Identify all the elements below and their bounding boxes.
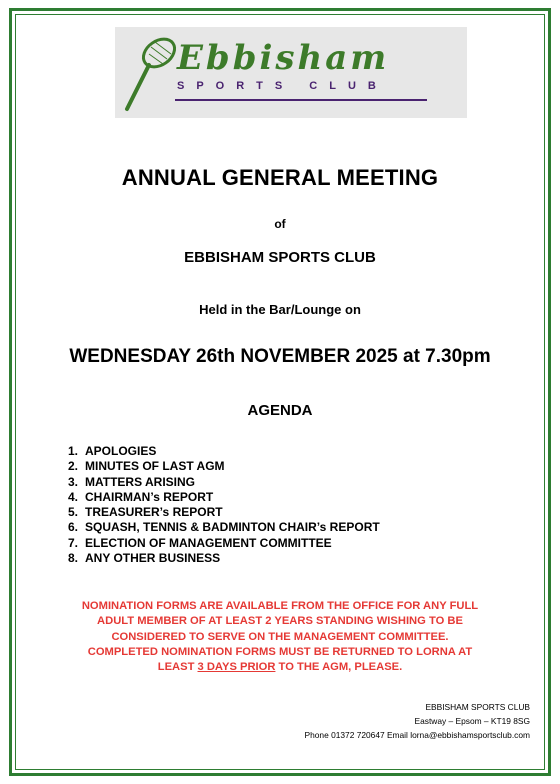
agenda-item-text: SQUASH, TENNIS & BADMINTON CHAIR’s REPORT [85, 520, 380, 535]
agenda-item-number: 8. [68, 551, 79, 566]
notice-text: TO THE AGM, PLEASE. [275, 661, 403, 674]
agenda-item-text: APOLOGIES [85, 444, 157, 458]
notice-line: ADULT MEMBER OF AT LEAST 2 YEARS STANDING WISHING TO BE [97, 615, 463, 628]
logo-graphic [115, 27, 467, 118]
footer-contact [305, 700, 530, 742]
agenda-item-number: 4. [68, 489, 79, 504]
agenda-item [68, 490, 380, 505]
footer-name: EBBISHAM SPORTS CLUB [425, 702, 530, 712]
club-name: EBBISHAM SPORTS CLUB [184, 249, 376, 266]
agenda-item-text: CHAIRMAN’s REPORT [85, 489, 214, 504]
agenda-item [68, 444, 380, 459]
footer-address: Eastway – Epsom – KT19 8SG [414, 716, 530, 726]
notice-line: NOMINATION FORMS ARE AVAILABLE FROM THE OFFICE FOR ANY FULL [81, 600, 479, 612]
notice-deadline: 3 DAYS PRIOR [197, 661, 276, 674]
agenda-item [68, 520, 380, 535]
agenda-list [68, 444, 380, 566]
club-logo [115, 27, 467, 118]
agenda-item-text: MINUTES OF LAST AGM [85, 459, 225, 474]
agenda-item-number: 2. [68, 459, 79, 474]
agenda-heading: AGENDA [247, 402, 313, 419]
notice-text: LEAST [157, 661, 198, 674]
nomination-notice [40, 599, 520, 675]
agenda-item-text: MATTERS ARISING [85, 474, 195, 489]
notice-line: CONSIDERED TO SERVE ON THE MANAGEMENT COMMITTEE. [111, 630, 449, 643]
notice-line: COMPLETED NOMINATION FORMS MUST BE RETURNED TO LORNA AT [87, 645, 473, 658]
badminton-racket-icon [127, 33, 180, 109]
agenda-item-text: TREASURER’s REPORT [85, 505, 223, 520]
agenda-item-text: ANY OTHER BUSINESS [85, 551, 221, 566]
meeting-title: ANNUAL GENERAL MEETING [121, 165, 439, 190]
agenda-item [68, 459, 380, 474]
of-label: of [274, 217, 286, 231]
agenda-item [68, 551, 380, 566]
agenda-item-number: 5. [68, 505, 79, 520]
agenda-item-number: 3. [68, 474, 79, 489]
agenda-item [68, 505, 380, 520]
agenda-item [68, 475, 380, 490]
logo-subtitle: SPORTS CLUB [177, 80, 388, 92]
agenda-item-number: 1. [68, 444, 79, 458]
notice-line [40, 660, 520, 675]
meeting-date: WEDNESDAY 26th NOVEMBER 2025 at 7.30pm [69, 346, 491, 367]
logo-name: Ebbisham [177, 38, 390, 78]
agenda-item-number: 6. [68, 520, 79, 535]
footer-contact-line: Phone 01372 720647 Email lorna@ebbishamsportsclub.com [304, 730, 530, 740]
agenda-item-number: 7. [68, 535, 79, 550]
agenda-item-text: ELECTION OF MANAGEMENT COMMITTEE [85, 535, 332, 550]
venue-text: Held in the Bar/Lounge on [199, 302, 361, 317]
agenda-item [68, 536, 380, 551]
